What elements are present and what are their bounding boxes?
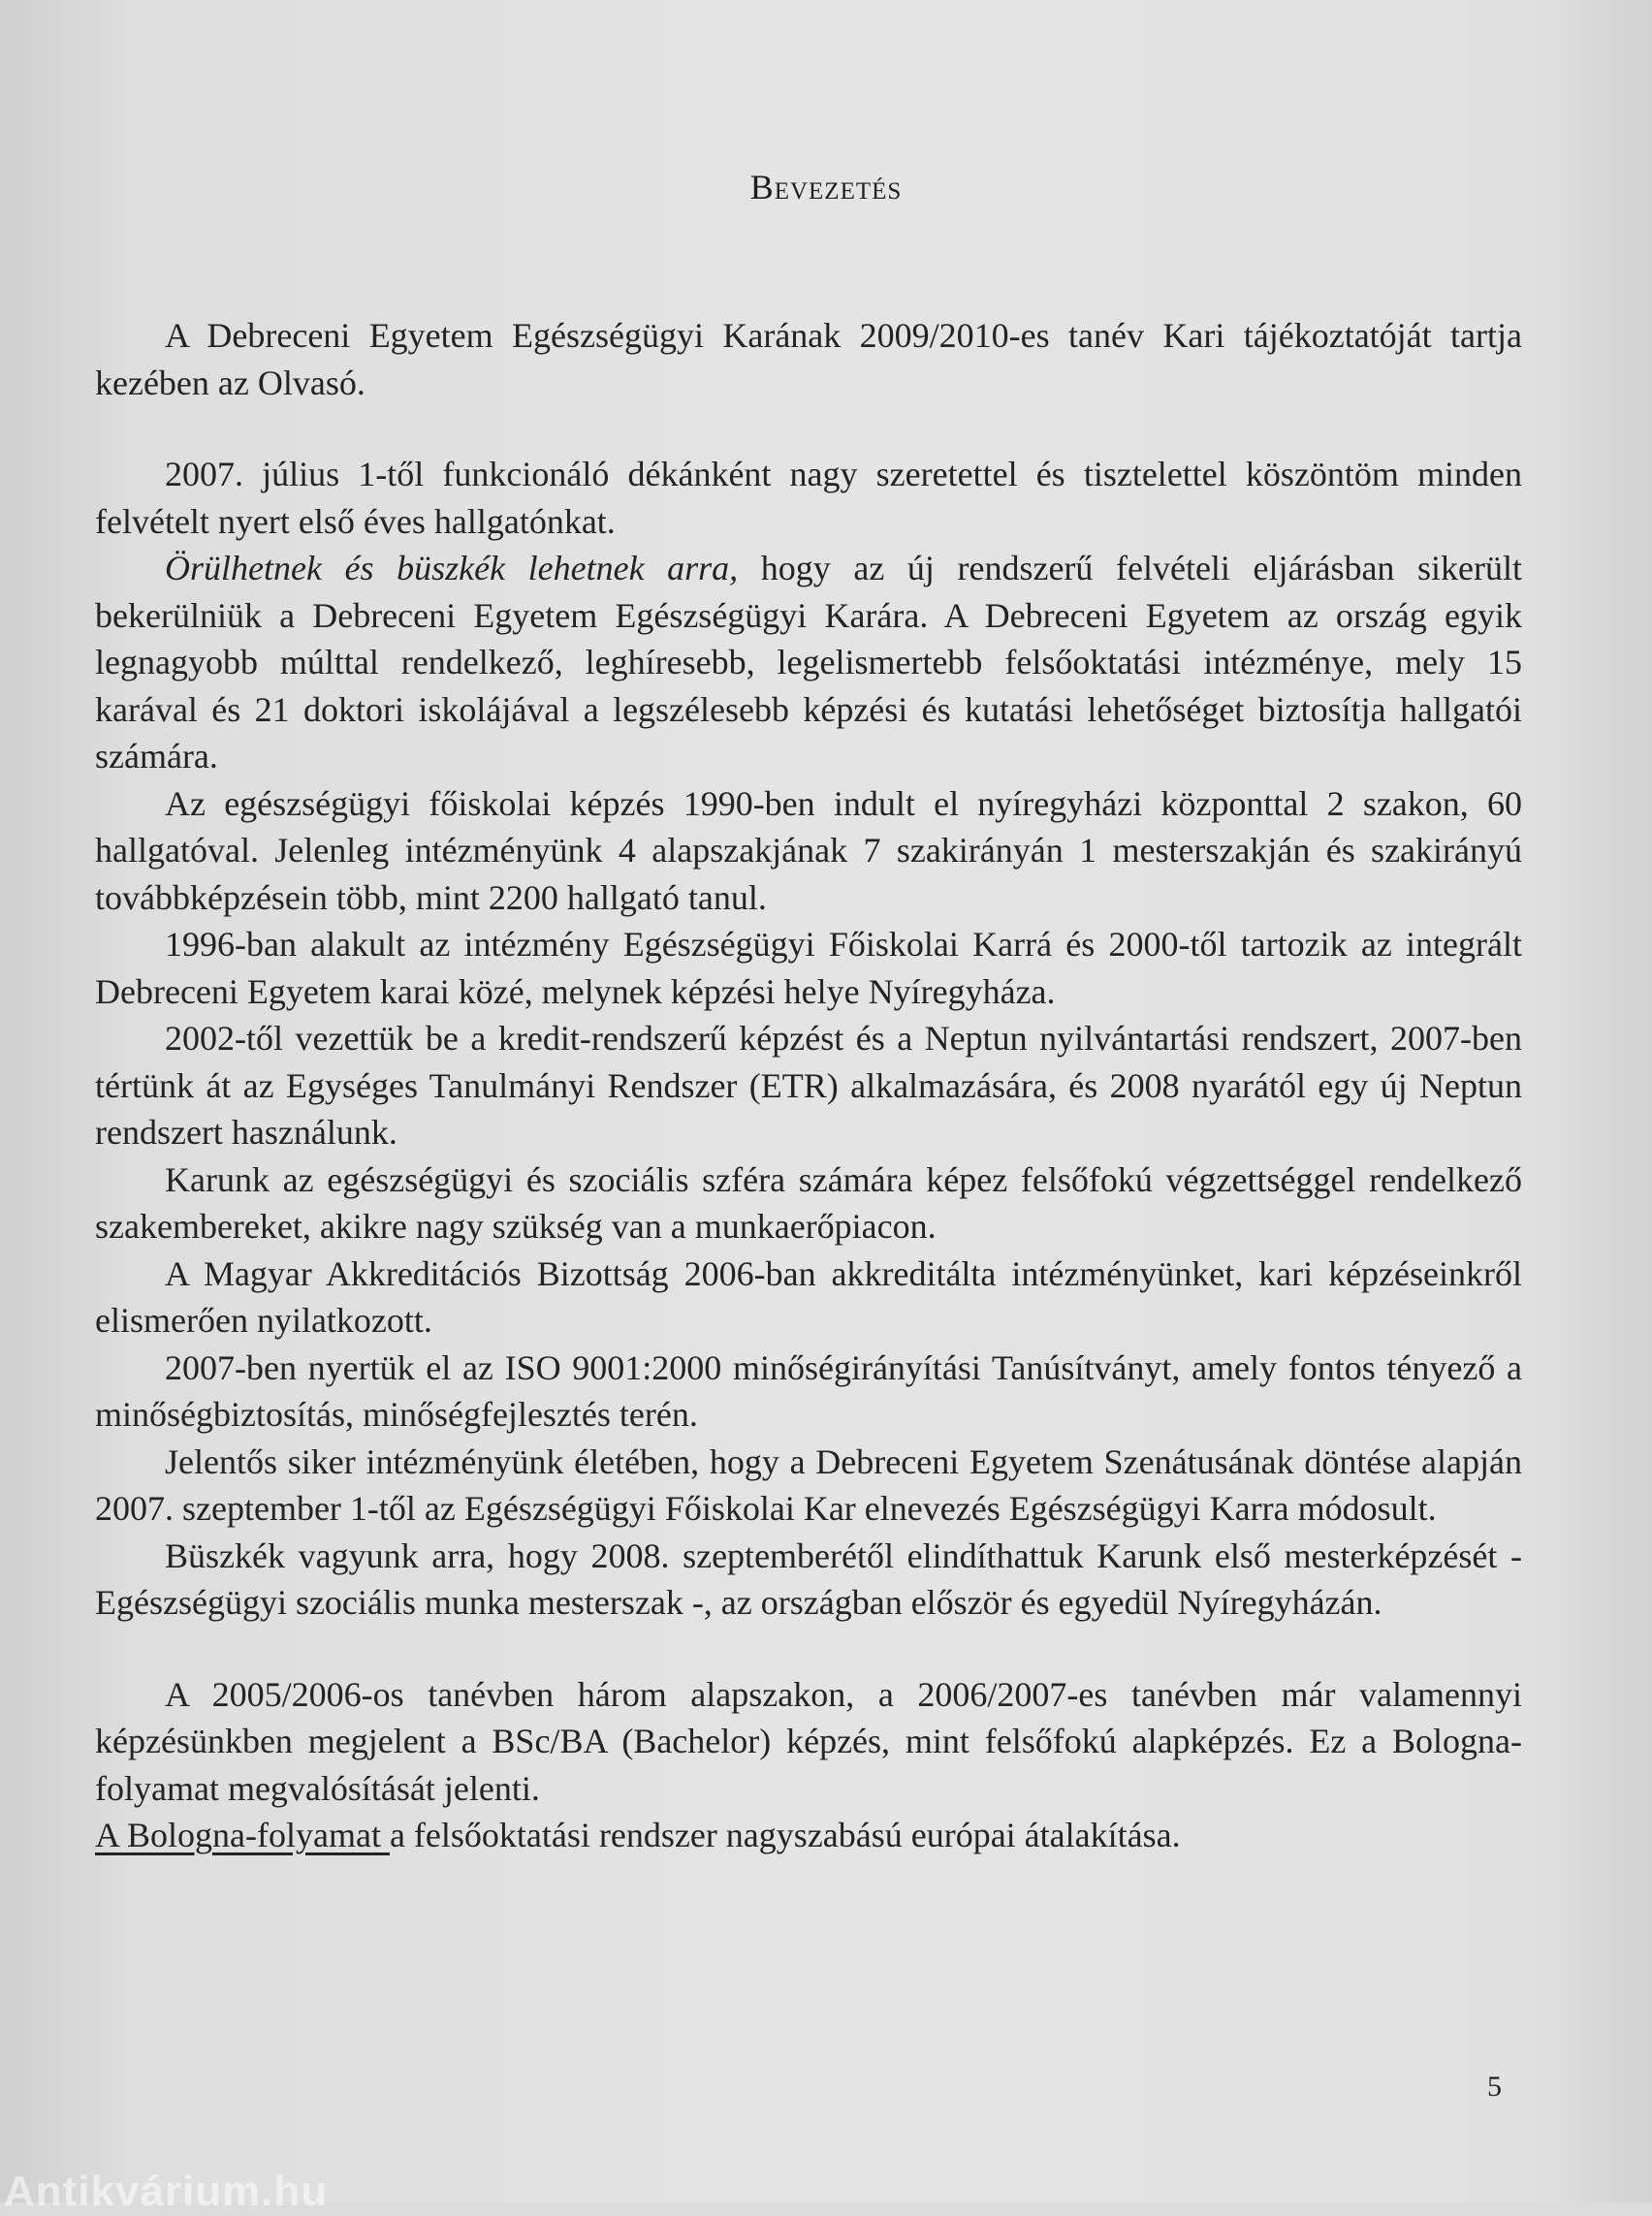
paragraph-faculty-founding: 1996-ban alakult az intézmény Egészségügyi Főiskolai Karrá és 2000-től tartozik az integrált Debreceni Egyetem karai közé, melynek képzési helye Nyíregyháza. [95,925,1522,1011]
paragraph-rename: Jelentős siker intézményünk életében, hogy a Debreceni Egyetem Szenátusának döntése alapján 2007. szeptember 1-től az Egészségügyi Főiskolai Kar elnevezés Egészségügyi Karra módosult. [95,1441,1522,1528]
show-through-texture [107,39,1565,81]
paragraph-university [95,545,1522,780]
watermark: Antikvárium.hu [4,2168,329,2215]
page-title: Bevezetés [749,168,903,206]
page-number: 5 [1487,2071,1502,2103]
paragraph-intro: A Debreceni Egyetem Egészségügyi Karának 2009/2010-es tanév Kari tájékoztatóját tartja kezében az Olvasó. [95,316,1522,402]
body-text [95,312,1522,1859]
paragraph-masters: Büszkék vagyunk arra, hogy 2008. szeptemberétől elindíthattuk Karunk első mesterképzését - Egészségügyi szociális munka mesterszak -, az országban először és egyedül Nyíregyházán. [95,1535,1522,1622]
paragraph-university-italic: Örülhetnek és büszkék lehetnek arra, [165,549,739,587]
paragraph-greeting: 2007. július 1-től funkcionáló dékánként nagy szeretettel és tisztelettel köszöntöm minden felvételt nyert első éves hallgatónkat. [95,455,1522,541]
paragraph-professionals: Karunk az egészségügyi és szociális szféra számára képez felsőfokú végzettséggel rendelkező szakembereket, akikre nagy szükség van a munkaerőpiacon. [95,1159,1522,1246]
paragraph-bachelor: A 2005/2006-os tanévben három alapszakon, a 2006/2007-es tanévben már valamennyi képzésünkben megjelent a BSc/BA (Bachelor) képzés, mint felsőfokú alapképzés. Ez a Bologna-folyamat megvalósítását jelenti. [95,1674,1522,1808]
paragraph-bologna [95,1812,1522,1859]
bologna-text: a felsőoktatási rendszer nagyszabású európai átalakítása. [389,1816,1181,1854]
paragraph-university-text: hogy az új rendszerű felvételi eljárásban sikerült bekerülniük a Debreceni Egyetem Egészségügyi Karára. A Debreceni Egyetem az ország egyik legnagyobb múlttal rendelkező, leghíresebb, legelismertebb felsőoktatási intézménye, mely 15 karával és 21 doktori iskolájával a legszélesebb képzési és kutatási lehetőséget biztosítja hallgatói számára. [95,549,1523,776]
paragraph-credit-system: 2002-től vezettük be a kredit-rendszerű képzést és a Neptun nyilvántartási rendszert, 2007-ben tértünk át az Egységes Tanulmányi Rendszer (ETR) alkalmazására, és 2008 nyarától egy új Neptun rendszert használunk. [95,1019,1522,1152]
bologna-underlined-text: A Bologna-folyamat [95,1816,390,1854]
paragraph-accreditation: A Magyar Akkreditációs Bizottság 2006-ban akkreditálta intézményünket, kari képzéseinkről elismerően nyilatkozott. [95,1253,1522,1340]
paragraph-history: Az egészségügyi főiskolai képzés 1990-ben indult el nyíregyházi központtal 2 szakon, 60 hallgatóval. Jelenleg intézményünk 4 alapszakjának 7 szakirányán 1 mesterszakján és szakirányú továbbképzésein több, mint 2200 hallgató tanul. [95,783,1522,917]
paragraph-iso: 2007-ben nyertük el az ISO 9001:2000 minőségirányítási Tanúsítványt, amely fontos tényező a minőségbiztosítás, minőségfejlesztés terén. [95,1347,1522,1434]
